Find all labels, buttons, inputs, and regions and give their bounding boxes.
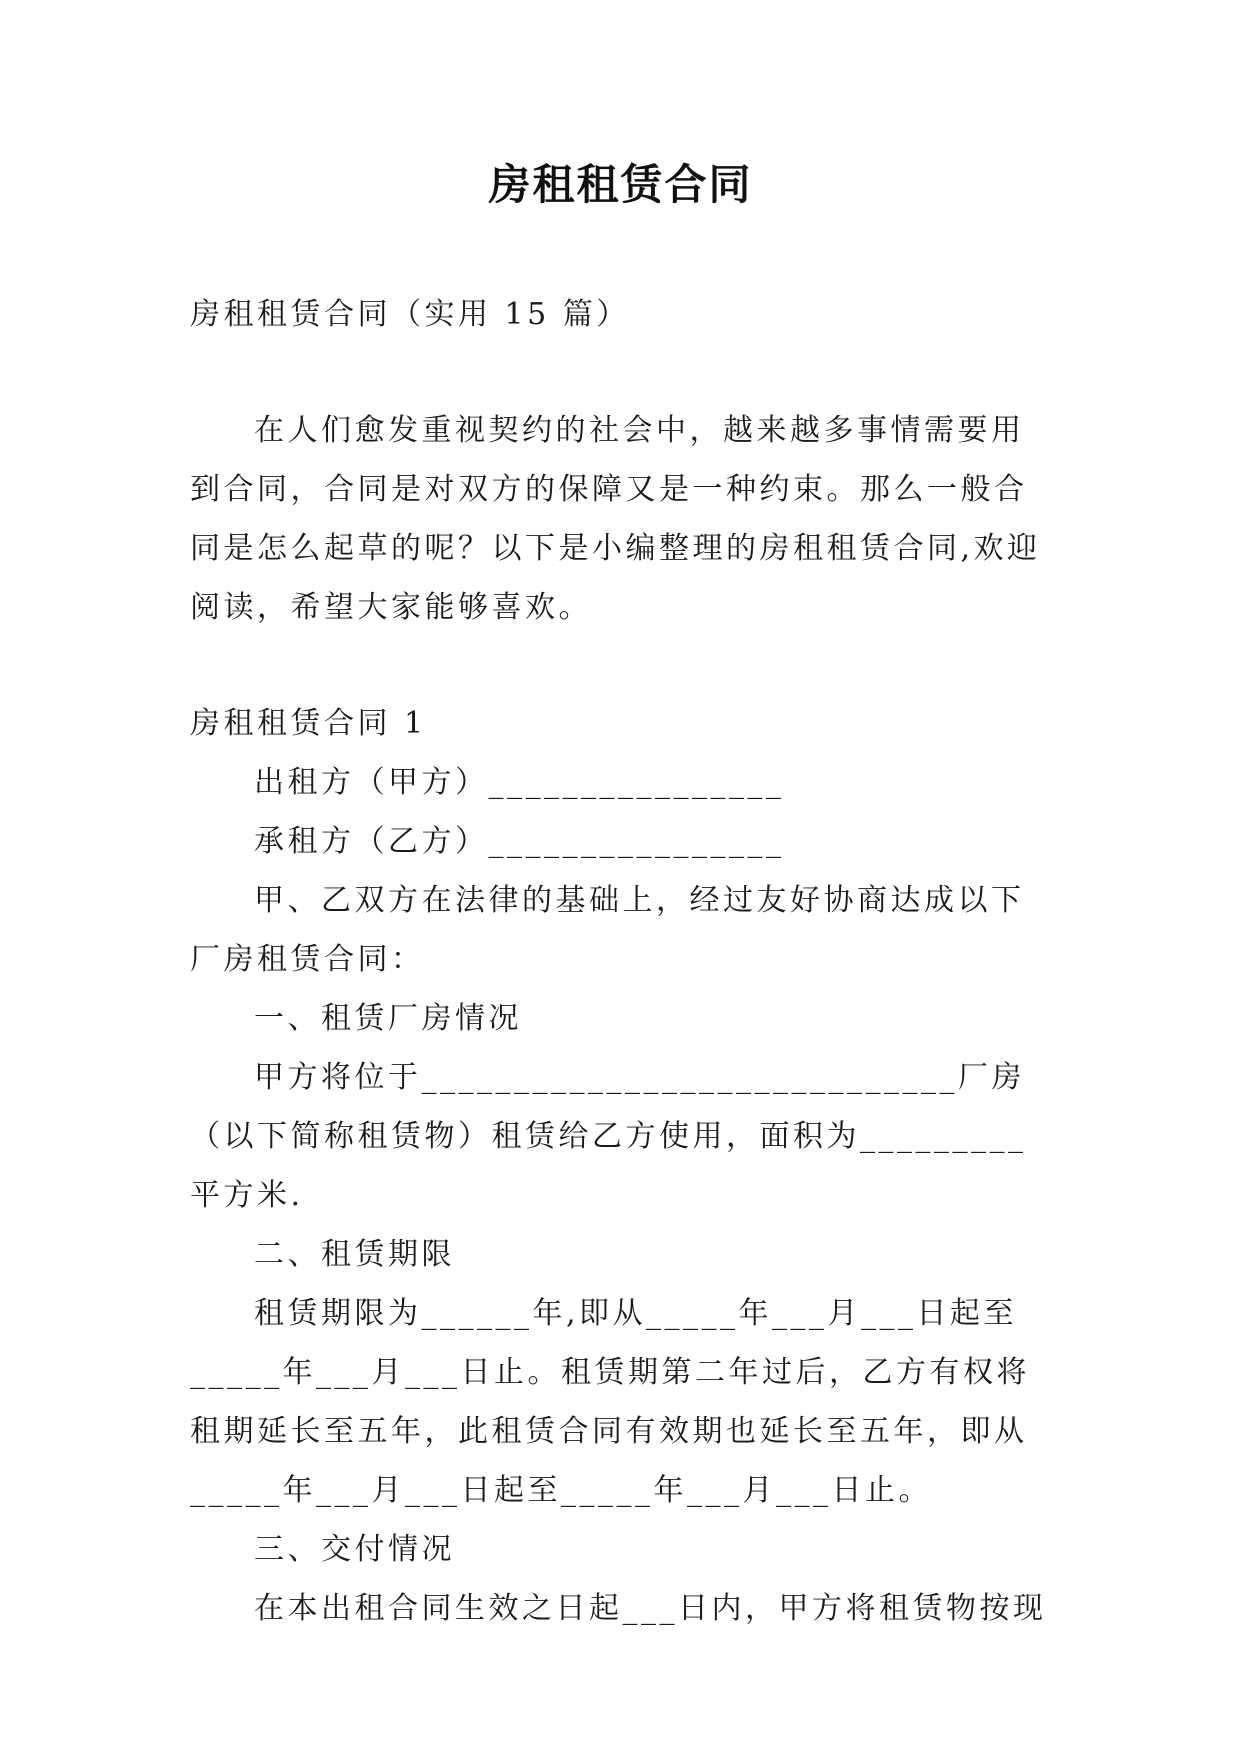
section-2-title: 二、租赁期限 [254,1237,455,1272]
lessee-line: 承租方（乙方）________________ [254,824,785,859]
section-1-text: 甲方将位于_____________________________厂房（以下简称租赁物）租赁给乙方使用，面积为_________平方米. [190,1060,1027,1213]
preamble-paragraph: 甲、乙双方在法律的基础上，经过友好协商达成以下厂房租赁合同： [190,883,1025,977]
intro-paragraph: 在人们愈发重视契约的社会中，越来越多事情需要用到合同，合同是对双方的保障又是一种约束。那么一般合同是怎么起草的呢？以下是小编整理的房租租赁合同,欢迎阅读，希望大家能够喜欢。 [190,413,1041,625]
document-body [190,285,1055,1638]
contract-heading: 房租租赁合同 1 [190,706,427,741]
document-title: 房租租赁合同 [488,160,753,209]
document-subtitle: 房租租赁合同（实用 15 篇） [190,297,630,332]
lessor-line: 出租方（甲方）________________ [254,765,785,800]
section-3-text: 在本出租合同生效之日起___日内，甲方将租赁物按现 [254,1591,1047,1626]
section-2-text: 租赁期限为______年,即从_____年___月___日起至_____年___月___日止。租赁期第二年过后，乙方有权将租期延长至五年，此租赁合同有效期也延长至五年，即从_____年___月___日起至_____年___月___日止。 [190,1296,1030,1508]
section-1-title: 一、租赁厂房情况 [254,1001,522,1036]
section-3-title: 三、交付情况 [254,1532,455,1567]
